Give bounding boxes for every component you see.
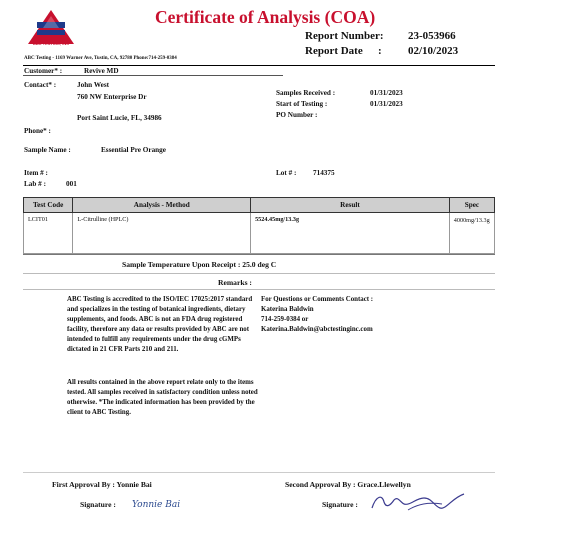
contact-title: For Questions or Comments Contact :: [261, 296, 374, 303]
col-analysis-method: Analysis - Method: [73, 198, 251, 213]
po-number-label: PO Number :: [276, 111, 318, 119]
contact-person: Katerina Baldwin: [261, 306, 314, 313]
start-testing: 01/31/2023: [370, 100, 403, 108]
remarks-divider: [23, 289, 495, 290]
report-date: 02/10/2023: [408, 45, 459, 57]
lab-address: ABC Testing - 1169 Warner Ave, Tustin, CA, 92780 Phone:714-259-0384: [24, 56, 177, 61]
lab-label: Lab # :: [24, 180, 46, 188]
customer-underline: [23, 75, 283, 76]
sample-name: Essential Pre Orange: [101, 146, 166, 154]
accreditation-statement: ABC Testing is accredited to the ISO/IEC 17025:2017 standard and specializes in the testing of botanical ingredients, dietary supplements, and foods. ABC is not an FDA drug registered facility, therefore any data or results provided by ABC are not intended to fulfill any requirements under the drug cGMPs dictated in 21 CFR Parts 210 and 211.: [67, 296, 253, 353]
phone-label: Phone* :: [24, 127, 51, 135]
contact-name: John West: [77, 81, 110, 89]
first-approval: First Approval By : Yonnie Bai: [52, 480, 152, 489]
second-signature: [368, 490, 472, 516]
lab-number: 001: [66, 180, 77, 188]
second-signature-label: Signature :: [322, 500, 358, 509]
report-number-label: Report Number:: [305, 30, 384, 42]
col-result: Result: [251, 198, 450, 213]
cell-result: 5524.45mg/13.3g: [251, 213, 450, 254]
results-header-row: [24, 198, 495, 213]
temp-divider-bottom: [23, 273, 495, 274]
sample-name-label: Sample Name :: [24, 146, 71, 154]
lot-number: 714375: [313, 169, 335, 177]
start-testing-label: Start of Testing :: [276, 100, 328, 108]
customer-name: Revive MD: [84, 67, 119, 75]
sample-temperature: Sample Temperature Upon Receipt : 25.0 deg C: [122, 260, 277, 269]
cell-method: L-Citrulline (HPLC): [73, 213, 251, 254]
remarks-label: Remarks :: [218, 278, 252, 287]
samples-received-label: Samples Received :: [276, 89, 336, 97]
report-number: 23-053966: [408, 30, 456, 42]
samples-received: 01/31/2023: [370, 89, 403, 97]
customer-label: Customer* :: [24, 67, 63, 75]
second-approval: Second Approval By : Grace.Llewellyn: [285, 480, 411, 489]
first-signature: Yonnie Bai: [132, 500, 181, 510]
contact-city: Port Saint Lucie, FL, 34986: [77, 114, 162, 122]
temp-divider-top: [23, 254, 495, 255]
logo-text: ABC TESTING, INC: [32, 41, 70, 46]
col-spec: Spec: [449, 198, 494, 213]
first-signature-label: Signature :: [80, 500, 116, 509]
report-date-label: Report Date: [305, 45, 363, 57]
contact-street: 760 NW Enterprise Dr: [77, 93, 147, 101]
contact-phone: 714-259-0384 or: [261, 316, 309, 323]
cell-spec: 4000mg/13.3g: [449, 213, 494, 254]
cell-test-code: LCIT01: [24, 213, 73, 254]
contact-label: Contact* :: [24, 81, 57, 89]
report-date-colon: :: [378, 45, 382, 57]
header-divider: [23, 65, 495, 66]
item-label: Item # :: [24, 169, 48, 177]
results-disclaimer: All results contained in the above report relate only to the items tested. All samples received in satisfactory condition unless noted otherwise. *The indicated information has been provided by the client to ABC Testing.: [67, 379, 258, 416]
results-table: [23, 197, 495, 254]
approval-divider: [23, 472, 495, 473]
contact-email: Katerina.Baldwin@abctestinginc.com: [261, 326, 373, 333]
table-row: [24, 213, 495, 254]
col-test-code: Test Code: [24, 198, 73, 213]
document-title: Certificate of Analysis (COA): [155, 7, 376, 27]
lot-label: Lot # :: [276, 169, 297, 177]
